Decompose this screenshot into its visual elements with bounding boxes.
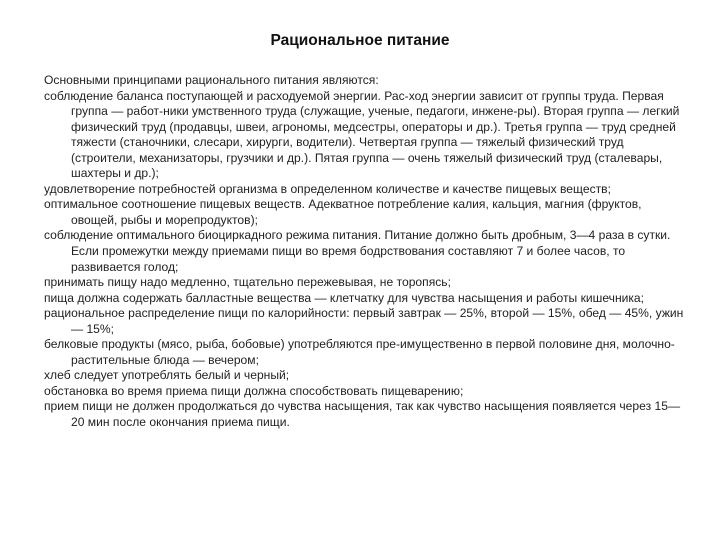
principle-item: принимать пищу надо медленно, тщательно пережевывая, не торопясь; xyxy=(44,275,451,290)
intro-text: Основными принципами рационального питания являются: xyxy=(44,73,379,87)
principle-item: рациональное распределение пищи по калорийности: первый завтрак — 25%, второй — 15%, обед — 45%, ужин — 15%; xyxy=(44,306,684,336)
content-body xyxy=(44,73,684,431)
principle-item: удовлетворение потребностей организма в определенном количестве и качестве пищевых веществ; xyxy=(44,181,611,196)
page-title: Рациональное питание xyxy=(270,32,450,49)
principle-item: прием пищи не должен продолжаться до чувства насыщения, так как чувство насыщения появляется через 15—20 мин после окончания приема пищи. xyxy=(44,399,681,430)
principle-item: соблюдение оптимального биоциркадного режима питания. Питание должно быть дробным, 3—4 раза в сутки. Если промежутки между приемами пищи во время бодрствования составляют 7 и более часов, то развивается голод; xyxy=(44,228,671,274)
principle-item: белковые продукты (мясо, рыба, бобовые) употребляются пре-имущественно в первой половине дня, молочно-растительные блюда — вечером; xyxy=(44,337,675,367)
principle-item: оптимальное соотношение пищевых веществ. Адекватное потребление калия, кальция, магния (фруктов, овощей, рыбы и морепродуктов); xyxy=(44,197,642,227)
principle-item: хлеб следует употреблять белый и черный; xyxy=(44,368,290,383)
principle-item: обстановка во время приема пищи должна способствовать пищеварению; xyxy=(44,383,464,398)
principle-item: пища должна содержать балластные вещества — клетчатку для чувства насыщения и работы кишечника; xyxy=(44,290,645,305)
principle-item: соблюдение баланса поступающей и расходуемой энергии. Рас-ход энергии зависит от группы труда. Первая группа — работ-ники умственного труда (служащие, ученые, педагоги, инжене-ры). Вторая группа — легкий физический труд (продавцы, швеи, агрономы, медсестры, операторы и др.). Третья группа — труд средней тяжести (станочники, слесари, хирурги, водители). Четвертая группа — тяжелый физический труд (строители, механизаторы, грузчики и др.). Пятая группа — очень тяжелый физический труд (сталевары, шахтеры и др.); xyxy=(44,88,680,181)
